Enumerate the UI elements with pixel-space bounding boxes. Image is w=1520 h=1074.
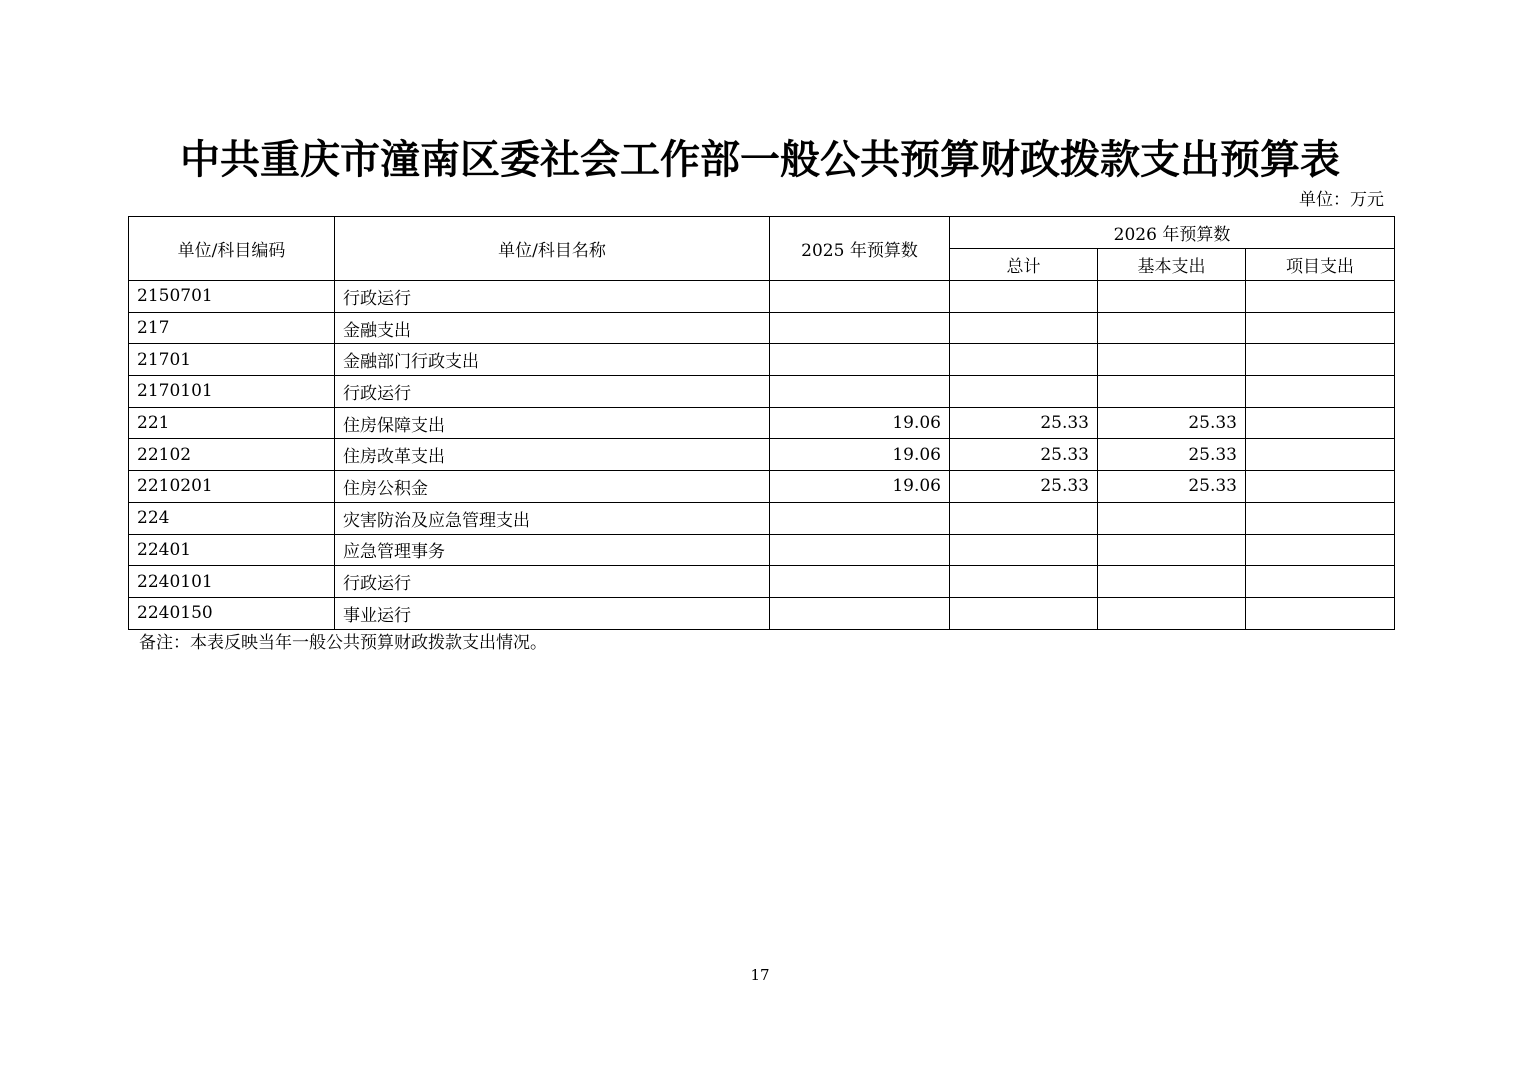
table-row [129, 597, 1395, 629]
row-total [950, 597, 1098, 629]
table-row [129, 312, 1395, 344]
row-project [1246, 566, 1395, 598]
row-basic: 25.33 [1098, 439, 1246, 471]
row-code: 224 [129, 502, 335, 534]
table-row [129, 566, 1395, 598]
table-row [129, 439, 1395, 471]
row-project [1246, 376, 1395, 408]
row-basic [1098, 344, 1246, 376]
row-project [1246, 312, 1395, 344]
row-total [950, 376, 1098, 408]
row-project [1246, 281, 1395, 313]
row-basic: 25.33 [1098, 471, 1246, 503]
row-total [950, 502, 1098, 534]
row-budget-2025: 19.06 [770, 471, 950, 503]
table-row [129, 471, 1395, 503]
row-code: 21701 [129, 344, 335, 376]
row-budget-2025: 19.06 [770, 407, 950, 439]
row-total [950, 344, 1098, 376]
header-budget-2025: 2025 年预算数 [770, 217, 950, 281]
row-code: 2150701 [129, 281, 335, 313]
row-total: 25.33 [950, 407, 1098, 439]
row-code: 217 [129, 312, 335, 344]
row-name: 应急管理事务 [335, 534, 770, 566]
row-budget-2025 [770, 566, 950, 598]
header-budget-2026: 2026 年预算数 [950, 217, 1395, 249]
row-code: 2210201 [129, 471, 335, 503]
row-project [1246, 407, 1395, 439]
row-code: 22401 [129, 534, 335, 566]
row-total [950, 566, 1098, 598]
row-basic [1098, 566, 1246, 598]
table-row [129, 344, 1395, 376]
budget-table [128, 216, 1395, 630]
table-row [129, 502, 1395, 534]
row-basic [1098, 597, 1246, 629]
table-row [129, 407, 1395, 439]
row-budget-2025: 19.06 [770, 439, 950, 471]
header-total: 总计 [950, 249, 1098, 281]
row-basic [1098, 312, 1246, 344]
row-total: 25.33 [950, 471, 1098, 503]
header-project: 项目支出 [1246, 249, 1395, 281]
footnote: 备注：本表反映当年一般公共预算财政拨款支出情况。 [139, 633, 547, 653]
header-basic: 基本支出 [1098, 249, 1246, 281]
table-row [129, 281, 1395, 313]
row-budget-2025 [770, 534, 950, 566]
header-name: 单位/科目名称 [335, 217, 770, 281]
row-basic [1098, 534, 1246, 566]
row-budget-2025 [770, 502, 950, 534]
table-row [129, 376, 1395, 408]
row-budget-2025 [770, 281, 950, 313]
row-total [950, 312, 1098, 344]
row-code: 2240150 [129, 597, 335, 629]
table-body [129, 281, 1395, 630]
row-budget-2025 [770, 312, 950, 344]
row-name: 灾害防治及应急管理支出 [335, 502, 770, 534]
row-name: 住房改革支出 [335, 439, 770, 471]
row-total: 25.33 [950, 439, 1098, 471]
row-project [1246, 534, 1395, 566]
row-project [1246, 597, 1395, 629]
row-code: 22102 [129, 439, 335, 471]
row-name: 住房保障支出 [335, 407, 770, 439]
row-name: 住房公积金 [335, 471, 770, 503]
row-name: 金融支出 [335, 312, 770, 344]
row-project [1246, 439, 1395, 471]
row-basic [1098, 376, 1246, 408]
row-project [1246, 471, 1395, 503]
row-budget-2025 [770, 597, 950, 629]
row-total [950, 281, 1098, 313]
row-basic: 25.33 [1098, 407, 1246, 439]
row-code: 221 [129, 407, 335, 439]
row-basic [1098, 281, 1246, 313]
page-title: 中共重庆市潼南区委社会工作部一般公共预算财政拨款支出预算表 [180, 137, 1340, 183]
row-name: 行政运行 [335, 566, 770, 598]
table-row [129, 534, 1395, 566]
header-code: 单位/科目编码 [129, 217, 335, 281]
row-name: 行政运行 [335, 376, 770, 408]
row-project [1246, 344, 1395, 376]
row-name: 事业运行 [335, 597, 770, 629]
unit-label: 单位：万元 [1299, 190, 1384, 210]
row-name: 行政运行 [335, 281, 770, 313]
row-code: 2240101 [129, 566, 335, 598]
row-project [1246, 502, 1395, 534]
row-basic [1098, 502, 1246, 534]
row-budget-2025 [770, 376, 950, 408]
row-code: 2170101 [129, 376, 335, 408]
row-total [950, 534, 1098, 566]
row-budget-2025 [770, 344, 950, 376]
page-number: 17 [750, 966, 770, 984]
row-name: 金融部门行政支出 [335, 344, 770, 376]
